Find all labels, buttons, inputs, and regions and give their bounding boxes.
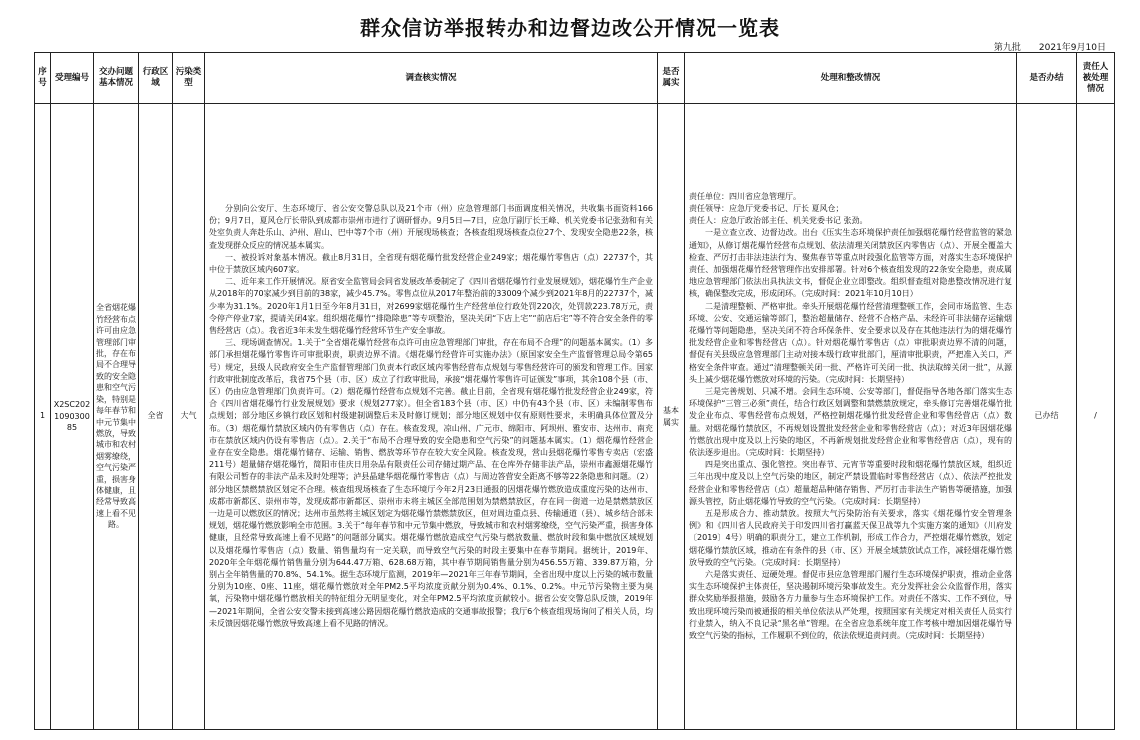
cell-closed: 已办结 (1017, 104, 1077, 730)
header-issue: 交办问题基本情况 (94, 53, 139, 104)
cell-code: X2SC202109030085 (51, 104, 94, 730)
cell-handling (685, 104, 1017, 730)
table-row (35, 104, 1115, 730)
handling-paragraph: 四是突出重点、强化管控。突出春节、元宵节等重要时段和烟花爆竹禁放区域，组织近三年出现中度及以上空气污染的地区，制定严禁设置临时零售经营店（点）、依法严控批发经营企业和零售经营店（点）超量超品种储存销售、严厉打击非法生产销售等硬措施，加强源头管控，防止烟花爆竹导致的空气污染。（完成时间：长期坚持） (689, 460, 1012, 506)
header-closed: 是否办结 (1017, 53, 1077, 104)
cell-verified: 基本属实 (658, 104, 685, 730)
handling-responsible-leader: 责任领导：应急厅党委书记、厅长 夏风仓； (689, 203, 844, 213)
cell-seq: 1 (35, 104, 51, 730)
handling-paragraph: 五是形成合力、推动禁放。按照大气污染防治有关要求，落实《烟花爆竹安全管理条例》和《四川省人民政府关于印发四川省打赢蓝天保卫战等九个实施方案的通知》（川府发〔2019〕4号）明确的职责分工，建立工作机制，形成工作合力，严控烟花爆竹燃放，划定烟花爆竹禁放区域，推动在有条件的县（市、区）开展全域禁放试点工作，减轻烟花爆竹燃放导致的空气污染。（完成时间：长期坚持） (689, 509, 1012, 567)
investigation-paragraph: 分别向公安厅、生态环境厅、省公安交警总队以及21个市（州）应急管理部门书面调度相关情况，共收集书面资料166份；9月7日，夏风仓厅长带队到成都市崇州市进行了调研督办。9月5日—7日，应急厅副厅长王峰、机关党委书记张劲和有关处室负责人奔赴乐山、泸州、眉山、巴中等7个市（州）开展现场核查；各核查组现场核查点位27个、发现安全隐患22条，核查发现群众反应的情况基本属实。 (209, 203, 653, 250)
header-handling: 处理和整改情况 (685, 53, 1017, 104)
handling-responsible-person: 责任人：应急厅政治部主任、机关党委书记 张劲。 (689, 216, 868, 226)
cell-district: 全省 (139, 104, 173, 730)
cell-investigation (205, 104, 658, 730)
header-seq: 序号 (35, 53, 51, 104)
investigation-paragraph: 一、被投诉对象基本情况。截止8月31日，全省现有烟花爆竹批发经营企业249家；烟花爆竹零售店（点）22737个，其中位于禁放区域内607家。 (209, 252, 653, 274)
page-title: 群众信访举报转办和边督边改公开情况一览表 (360, 16, 780, 40)
handling-paragraph: 六是落实责任、逗硬处理。督促市县应急管理部门履行生态环境保护职责，推动企业落实生态环境保护主体责任，坚决遏制环境污染事故发生。充分发挥社会公众监督作用，落实群众奖励举报措施，鼓励各方力量参与生态环境保护工作。对责任不落实、工作不到位，导致出现环境污染而被通报的相关单位依法从严处理，按照国家有关规定对相关责任人员实行行业禁入，纳入不良记录“黑名单”管理。在全省应急系统年度工作考核中增加因烟花爆竹导致空气污染的指标，工作履职不到位的，依法依规追责问责。（完成时间：长期坚持） (689, 570, 1012, 641)
batch-label: 第九批 (993, 43, 1021, 53)
investigation-paragraph: 三、现场调查情况。1.关于“全省烟花爆竹经营布点许可由应急管理部门审批，存在布局不合理”的问题基本属实。（1）多部门承担烟花爆竹零售许可审批职责，职责边界不清。《烟花爆竹经营许可实施办法》（原国家安全生产监督管理总局令第65号）规定，县级人民政府安全生产监督管理部门负责本行政区域内零售经营布点规划与零售经营许可的颁发和管理工作。国家行政审批制度改革后，我省75个县（市、区）成立了行政审批局，承接“烟花爆竹零售许可证颁发”事项，其余108个县（市、区）仍由应急管理部门负责许可。（2）烟花爆竹经营布点规划不完善。截止目前，全省现有烟花爆竹批发经营企业249家，符合《四川省烟花爆竹行业发展规划》要求（规划277家）。但全省183个县（市、区）中仍有43个县（市、区）未编制零售布点规划；部分地区乡镇行政区划和村级建制调整后未及时修订规划；部分地区规划中仅有原则性要求，未明确具体位置及分布。（3）烟花爆竹禁放区域内仍有零售店（点）存在。核查发现，凉山州、广元市、绵阳市、阿坝州、雅安市、达州市、南充市在禁放区域内仍设有零售店（点）。2.关于“布局不合理导致的安全隐患和空气污染”的问题基本属实。（1）烟花爆竹经营企业存在安全隐患。烟花爆竹储存、运输、销售、燃放等环节存在较大安全风险。核查发现，营山县烟花爆竹零售专卖店（宏盛211号）超量储存烟花爆竹，简阳市佳庆日用杂品有限责任公司存储过期产品、在仓库外存储非法产品，崇州市鑫源烟花爆竹有限公司暂存的非法产品未及时处理等；泸县晶建华烟花爆竹零售店（点）与周边答营安全距离不够等22条隐患和问题。（2）部分地区禁燃禁放区划定不合理。核查组现场核查了生态环境厅今年2月23日通报的因烟花爆竹燃放造成重度污染的达州市、成都市新都区、崇州市等，发现成都市新都区、崇州市未将主城区全部范围划为禁燃禁放区，存在同一街道一边是禁燃禁放区一边是可以燃放区的情况；达州市虽然将主城区划定为烟花爆竹禁燃禁放区，但对周边重点县、传输通道（县）、城乡结合部未规划，烟花爆竹燃放影响全市范围。3.关于“每年春节和中元节集中燃放，导致城市和农村烟雾缭绕，空气污染严重，损害身体健康，且经常导致高速上看不见路”的问题部分属实。烟花爆竹燃放造成空气污染与燃放数量、燃放时段和集中燃放区域规划以及烟花爆竹零售店（点）数量、销售量均有一定关联，而导致空气污染的时段主要集中在春节期间。据统计，2019年、2020年全年烟花爆竹销售量分别为644.47万箱、628.68万箱，其中春节期间销售量分别为456.55万箱、339.87万箱，分别占全年销售量的70.8%、54.1%。据生态环境厅监测，2019年—2021年三年春节期间，全省出现中度以上污染的城市数量分别为10座、0座、11座，烟花爆竹燃放对全年PM2.5平均浓度贡献分别为0.4%、0.1%、0.2%。中元节污染物主要为臭氧，污染物中烟花爆竹燃放相关的特征组分无明显变化，对全年PM2.5平均浓度贡献较小。据省公安交警总队反馈，2019年—2021年期间，全省公安交警未接到高速公路因烟花爆竹燃放造成的交通事故报警；我厅6个核查组现场询问了相关人员，均未反馈因烟花爆竹燃放导致高速上看不见路的情况。 (209, 338, 653, 628)
cell-accountability: / (1077, 104, 1115, 730)
handling-paragraph: 二是清理整顿、严格审批。牵头开展烟花爆竹经营清理整顿工作，会同市场监管、生态环境、公安、交通运输等部门，整治超量储存、经营不合格产品、未经许可非法储存运输烟花爆竹等问题隐患，坚决关闭不符合环保条件、安全要求以及存在其他违法行为的烟花爆竹批发经营企业和零售经营店（点）。针对烟花爆竹零售店（点）审批职责边界不清的问题，督促有关县级应急管理部门主动对接本级行政审批部门，厘清审批职责，严把准入关口，严格安全条件审查。通过“清理整顿关闭一批、严格许可关闭一批、执法取缔关闭一批”，从源头上减少烟花爆竹燃放对环境的污染。（完成时间：长期坚持） (689, 301, 1012, 384)
header-verified: 是否属实 (658, 53, 685, 104)
header-district: 行政区域 (139, 53, 173, 104)
report-table (34, 52, 1115, 730)
cell-issue: 全省烟花爆竹经营布点许可由应急管理部门审批，存在布局不合理导致的安全隐患和空气污染，特别是每年春节和中元节集中燃放，导致城市和农村烟雾缭绕，空气污染严重，损害身体健康，且经常导致高速上看不见路。 (94, 104, 139, 730)
investigation-paragraph: 二、近年来工作开展情况。原省安全监管局会同省发展改革委制定了《四川省烟花爆竹行业发展规划》，烟花爆竹生产企业从2018年的70家减少到目前的38家，减少45.7%。零售点位从2017年整治前的33009个减少到2021年8月的22737个，减少率为31.1%。2020年1月1日至今年8月31日，对2699家烟花爆竹生产经营单位行政处罚220次，处罚款223.78万元，责令停产停业7家，提请关闭4家。组织烟花爆竹“排隐除患”等专项整治，坚决关闭“下店上宅”“前店后宅”等不符合安全条件的零售经营店（点）。我省近3年未发生烟花爆竹经营环节生产安全事故。 (209, 277, 653, 335)
handling-responsible-unit: 责任单位：四川省应急管理厅。 (689, 191, 801, 201)
handling-paragraph: 一是立查立改、边督边改。出台《压实生态环境保护责任加强烟花爆竹经营监管的紧急通知》，从修订烟花爆竹经营布点规划、依法清理关闭禁放区内零售店（点）、开展全覆盖大检查、严厉打击非法违法行为、聚焦春节等重点时段强化监管等方面，对落实生态环境保护责任、加强烟花爆竹经营管理作出安排部署。针对6个核查组发现的22条安全隐患，责成属地应急管理部门依法出具执法文书，督促企业立即整改。组织督查组对隐患整改情况进行复核，确保整改完成，形成闭环。（完成时间：2021年10月10日） (689, 228, 1012, 299)
date-label: 2021年9月10日 (1038, 43, 1106, 53)
header-row (35, 53, 1115, 104)
cell-pollution: 大气 (173, 104, 205, 730)
header-investigation: 调查核实情况 (205, 53, 658, 104)
handling-paragraph: 三是完善规划、只减不增。会同生态环境、公安等部门，督促指导各地各部门落实生态环境保护“三管三必须”责任，结合行政区划调整和禁燃禁放规定，牵头修订完善烟花爆竹批发企业布点、零售经营布点规划，严格控制烟花爆竹批发经营企业和零售经营店（点）数量。对烟花爆竹禁放区，不再规划设置批发经营企业和零售经营店（点）；对近3年因烟花爆竹燃放出现中度及以上污染的地区，不再新规划批发经营企业和零售经营店（点），现有的依法逐步退出。（完成时间：长期坚持） (689, 386, 1012, 457)
header-code: 受理编号 (51, 53, 94, 104)
header-accountability: 责任人被处理情况 (1077, 53, 1115, 104)
header-pollution: 污染类型 (173, 53, 205, 104)
